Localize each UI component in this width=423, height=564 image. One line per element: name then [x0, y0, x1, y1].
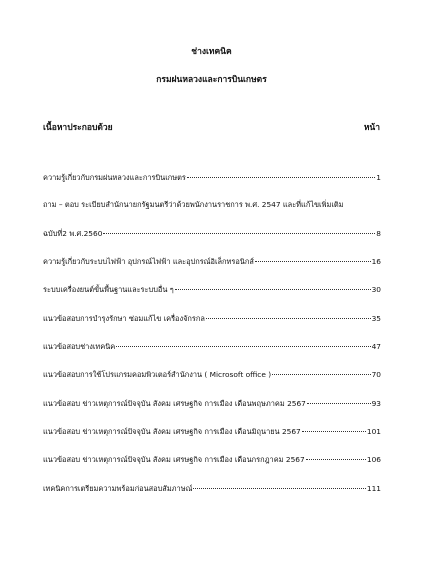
toc-entry-page: 1	[376, 173, 381, 182]
document-subtitle: กรมฝนหลวงและการบินเกษตร	[156, 75, 267, 85]
toc-entry-page: 106	[366, 455, 381, 464]
toc-entry-label: แนวข้อสอบการใช้โปรแกรมคอมพิวเตอร์สำนักงาน ( Microsoft office )	[43, 370, 272, 379]
toc-entry-label: เทคนิคการเตรียมความพร้อมก่อนสอบสัมภาษณ์	[43, 484, 193, 493]
leader-dots	[255, 261, 371, 262]
toc-entry	[43, 483, 381, 494]
toc-entry-label: แนวข้อสอบช่างเทคนิค	[43, 342, 116, 351]
toc-entry	[43, 228, 381, 239]
toc-entry-label: แนวข้อสอบ ข่าวเหตุการณ์ปัจจุบัน สังคม เศรษฐกิจ การเมือง เดือนมิถุนายน 2567	[43, 427, 301, 436]
leader-dots	[306, 459, 366, 460]
toc-entry-page: 70	[371, 370, 381, 379]
toc-entry-label: ถาม – ตอบ ระเบียบสำนักนายกรัฐมนตรีว่าด้วยพนักงานราชการ พ.ศ. 2547 และที่แก้ไขเพิ่มเติม	[43, 200, 344, 209]
toc-entry-label: แนวข้อสอบการบำรุงรักษา ซ่อมแก้ไข เครื่องจักรกล	[43, 314, 205, 323]
toc-entry-label: ระบบเครื่องยนต์ขั้นพื้นฐานและระบบอื่น ๆ	[43, 285, 174, 294]
toc-entry	[43, 172, 381, 183]
toc-entry-label: แนวข้อสอบ ข่าวเหตุการณ์ปัจจุบัน สังคม เศรษฐกิจ การเมือง เดือนพฤษภาคม 2567	[43, 399, 306, 408]
toc-header	[43, 122, 380, 134]
leader-dots	[116, 346, 370, 347]
toc-entry	[43, 454, 381, 465]
leader-dots	[175, 289, 371, 290]
toc-entry	[43, 398, 381, 409]
leader-dots	[302, 431, 366, 432]
toc-entry-label: แนวข้อสอบ ข่าวเหตุการณ์ปัจจุบัน สังคม เศรษฐกิจ การเมือง เดือนกรกฎาคม 2567	[43, 455, 305, 464]
leader-dots	[187, 177, 375, 178]
toc-entry	[43, 313, 381, 324]
document-title: ช่างเทคนิค	[191, 47, 232, 57]
toc-entry	[43, 426, 381, 437]
toc-entry-page: 111	[366, 484, 381, 493]
toc-entry-page: 8	[376, 229, 381, 238]
toc-entry	[43, 341, 381, 352]
toc-entry	[43, 284, 381, 295]
contents-heading: เนื้อหาประกอบด้วย	[43, 123, 113, 133]
toc-entry-page: 101	[366, 427, 381, 436]
toc-entry-page: 47	[371, 342, 381, 351]
toc-entry-page: 30	[371, 285, 381, 294]
leader-dots	[307, 403, 371, 404]
leader-dots	[206, 318, 371, 319]
toc-entry-label: ฉบับที่2 พ.ศ.2560	[43, 229, 103, 238]
toc-entry-label: ความรู้เกี่ยวกับกรมฝนหลวงและการบินเกษตร	[43, 173, 186, 182]
page-column-heading: หน้า	[363, 123, 380, 133]
leader-dots	[272, 374, 370, 375]
leader-dots	[193, 488, 365, 489]
toc-entry-label: ความรู้เกี่ยวกับระบบไฟฟ้า อุปกรณ์ไฟฟ้า และอุปกรณ์อิเล็กทรอนิกส์	[43, 257, 254, 266]
toc-entry-page: 35	[371, 314, 381, 323]
toc-entry	[43, 256, 381, 267]
toc-entry	[43, 369, 381, 380]
toc-entry	[43, 199, 381, 210]
leader-dots	[103, 233, 375, 234]
toc-entry-page: 93	[371, 399, 381, 408]
toc-entry-page: 16	[371, 257, 381, 266]
